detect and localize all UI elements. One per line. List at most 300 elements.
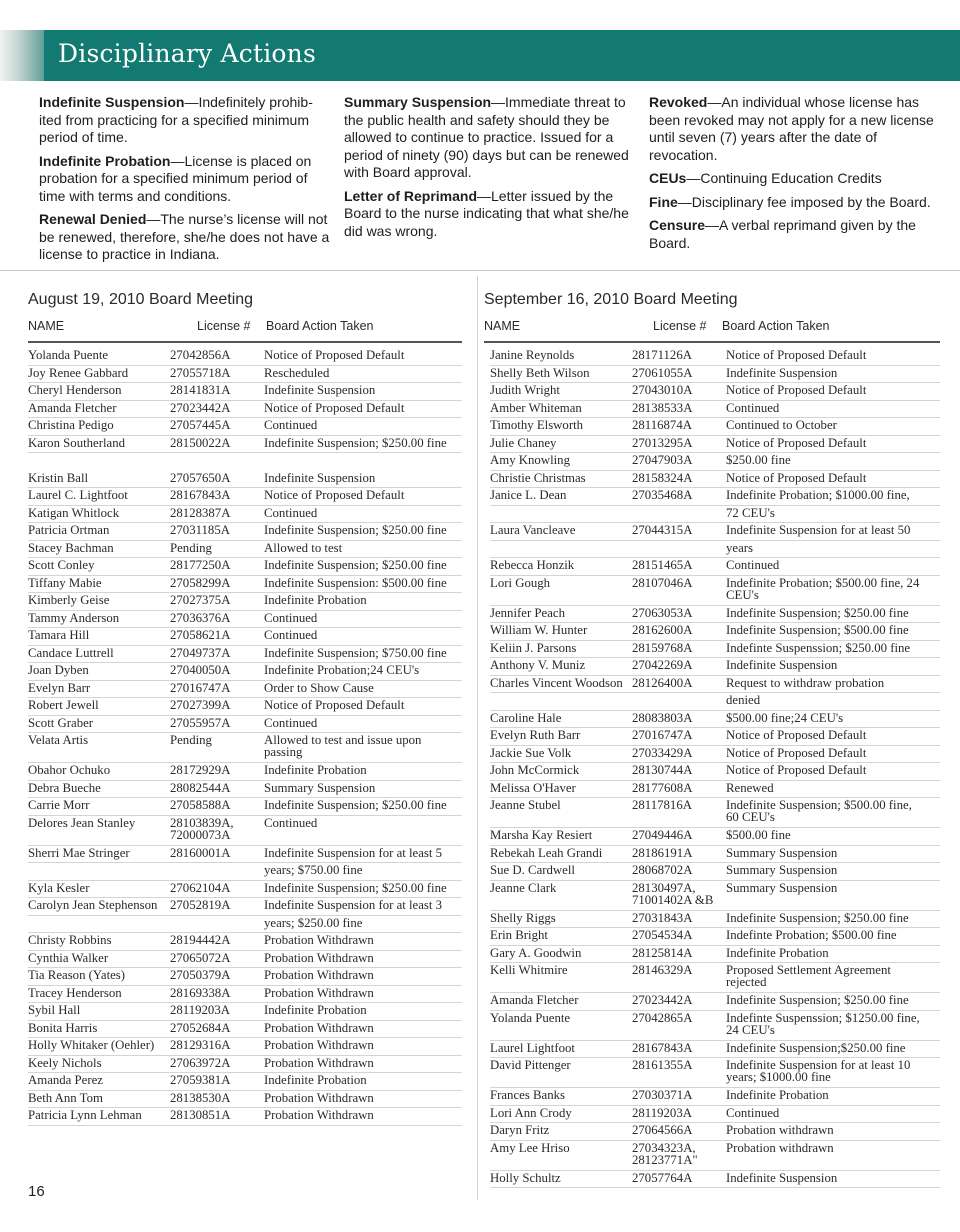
table-row: [28, 401, 462, 419]
row-license: [632, 1012, 692, 1024]
row-action-line: Probation Withdrawn: [264, 1055, 374, 1070]
row-action-line: Probation Withdrawn: [264, 1038, 374, 1052]
definition-text: —The nurse’s license will not be renewed, therefore, she/he does not have a license to practice in Indiana.: [39, 211, 330, 262]
row-action: [726, 1107, 779, 1119]
row-action-line: Proposed Settlement Agreement: [726, 963, 891, 977]
row-action-line: rejected: [726, 975, 767, 989]
row-action-line: Continued: [726, 1105, 780, 1120]
row-license-line: 28177608A: [632, 780, 693, 795]
table-row: [28, 881, 462, 899]
table-row: [28, 366, 462, 384]
row-license-line: 27042856A: [170, 348, 231, 362]
row-action-line: Continued: [264, 628, 318, 642]
definitions-column-3: [649, 94, 934, 258]
row-license: [170, 817, 234, 841]
row-action-line: Continued: [264, 610, 318, 625]
row-name: Carolyn Jean Stephenson: [28, 898, 158, 912]
table-row: [28, 471, 462, 489]
row-license-line: 27052684A: [170, 1020, 231, 1035]
row-action: [726, 542, 753, 554]
row-action: [264, 952, 374, 964]
row-action: [726, 847, 837, 859]
row-license-line: 27042865A: [632, 1010, 693, 1025]
row-action-line: Indefinite Suspension; $250.00 fine: [264, 558, 447, 572]
row-name: Christina Pedigo: [28, 418, 114, 432]
row-license-line: 27035468A: [632, 488, 693, 502]
table-row: [28, 681, 462, 699]
row-license-line: 27057445A: [170, 418, 231, 432]
row-license: [632, 882, 713, 906]
row-name: Sybil Hall: [28, 1003, 81, 1017]
row-name: Janice L. Dean: [490, 488, 567, 502]
row-action-line: Continued: [264, 815, 318, 830]
row-action: [726, 472, 866, 484]
table-row: [490, 946, 940, 964]
row-license-line: 28151465A: [632, 558, 693, 572]
row-name: Joy Renee Gabbard: [28, 365, 129, 380]
table-row: [490, 506, 940, 524]
row-action: [726, 1012, 920, 1036]
row-license-line: 28130497A,: [632, 880, 696, 895]
row-action-line: Notice of Proposed Default: [726, 763, 867, 777]
table-row: [490, 911, 940, 929]
row-action-line: years: [726, 540, 753, 555]
row-license-line: 27016747A: [632, 728, 693, 742]
row-action: [726, 764, 866, 776]
row-name: Gary A. Goodwin: [490, 945, 582, 960]
row-name: Delores Jean Stanley: [28, 815, 136, 830]
definition-entry: [649, 217, 934, 252]
row-license: [170, 524, 230, 536]
row-license: [632, 1172, 692, 1184]
row-action: [726, 912, 909, 924]
row-name: Katigan Whitlock: [28, 505, 120, 520]
row-license-line: 27034323A,: [632, 1140, 696, 1155]
row-action-line: Indefinite Suspension for at least 50: [726, 523, 911, 537]
row-license: [170, 559, 230, 571]
row-license-line: 27059381A: [170, 1073, 231, 1087]
row-license: [170, 594, 230, 606]
row-name: Marsha Kay Resiert: [490, 828, 593, 842]
row-license-line: 27031185A: [170, 523, 230, 537]
row-name: Amber Whiteman: [490, 400, 582, 415]
table-row: [490, 763, 940, 781]
row-action: [264, 559, 447, 571]
row-action-line: Probation Withdrawn: [264, 950, 374, 965]
row-license: [632, 994, 692, 1006]
row-license: [170, 882, 230, 894]
row-license: [632, 929, 692, 941]
row-action-line: Notice of Proposed Default: [726, 348, 867, 362]
row-license: [632, 524, 692, 536]
row-license-line: 27049446A: [632, 828, 693, 842]
row-action-line: Indefinite Suspension: [264, 470, 376, 485]
row-license-line: 28177250A: [170, 558, 231, 572]
row-action-line: Probation Withdrawn: [264, 985, 374, 1000]
table-row: [490, 418, 940, 436]
row-action: [264, 847, 442, 859]
row-action-line: Indefinite Suspension for at least 3: [264, 898, 443, 912]
row-license: [632, 349, 692, 361]
row-name: David Pittenger: [490, 1058, 571, 1072]
row-action-line: $500.00 fine: [726, 828, 791, 842]
row-license: [632, 559, 692, 571]
row-license: [632, 472, 692, 484]
definition-entry: [649, 170, 934, 188]
table-row: [28, 1056, 462, 1074]
row-license-line: 28068702A: [632, 863, 693, 877]
row-license: [170, 1057, 230, 1069]
row-name: Jeanne Clark: [490, 880, 557, 895]
row-name: Keely Nichols: [28, 1055, 102, 1070]
table-row: [28, 1108, 462, 1126]
row-action-line: Probation Withdrawn: [264, 933, 374, 947]
row-name: Evelyn Barr: [28, 680, 91, 695]
row-license-line: 28119203A: [632, 1105, 692, 1120]
definition-term: Indefinite Probation: [39, 152, 171, 169]
row-action: [264, 664, 419, 676]
row-license-line: 28150022A: [170, 435, 231, 450]
row-name: Kyla Kesler: [28, 880, 90, 895]
row-name: Laurel Lightfoot: [490, 1040, 575, 1055]
table-row: [490, 881, 940, 911]
row-action-line: Notice of Proposed Default: [726, 728, 867, 742]
table-row: [28, 383, 462, 401]
definition-entry: [649, 94, 934, 164]
row-license-line: 27057764A: [632, 1170, 693, 1185]
row-action: [264, 717, 317, 729]
row-action: [726, 437, 866, 449]
table-row: [28, 733, 462, 763]
row-name: Karon Southerland: [28, 435, 126, 450]
row-name: Evelyn Ruth Barr: [490, 728, 581, 742]
row-action-line: Order to Show Cause: [264, 680, 374, 695]
row-name: Frances Banks: [490, 1088, 565, 1102]
row-name: Christy Robbins: [28, 933, 112, 947]
row-action-line: 60 CEU's: [726, 810, 775, 824]
column-divider: [477, 276, 478, 1200]
row-license-line: 28116874A: [632, 418, 692, 432]
definitions-divider: [0, 270, 960, 271]
row-license-line: 27055718A: [170, 365, 231, 380]
row-license: [632, 1089, 692, 1101]
definition-text: —License is placed on probation for a specified minimum period of time with terms and conditions.: [39, 152, 312, 204]
row-action: [726, 349, 866, 361]
row-license-line: 28129316A: [170, 1038, 231, 1052]
table-row: [28, 698, 462, 716]
meeting-title-august: August 19, 2010 Board Meeting: [28, 291, 254, 308]
table-row: [28, 781, 462, 799]
definition-entry: [39, 211, 331, 264]
row-license: [632, 729, 692, 741]
row-name: Jennifer Peach: [490, 605, 565, 620]
table-row: [490, 471, 940, 489]
row-action: [726, 1042, 906, 1054]
table-row: [28, 863, 462, 881]
row-name: Cynthia Walker: [28, 950, 109, 965]
definition-text: —A verbal reprimand given by the Board.: [649, 217, 916, 251]
row-action: [726, 1172, 837, 1184]
row-action-line: Indefinite Probation: [264, 593, 367, 607]
col-header-name: NAME: [484, 319, 521, 333]
row-license: [632, 1107, 692, 1119]
row-name: Shelly Beth Wilson: [490, 365, 590, 380]
definition-entry: [649, 194, 934, 212]
table-row: [28, 593, 462, 611]
row-action-line: Indefinite Probation; $1000.00 fine,: [726, 488, 910, 502]
row-license: [632, 1059, 692, 1071]
row-action: [264, 1092, 374, 1104]
row-name: Bonita Harris: [28, 1020, 98, 1035]
table-row: [490, 728, 940, 746]
row-license-line: 27023442A: [170, 400, 231, 415]
row-name: Janine Reynolds: [490, 348, 575, 362]
row-action-line: Notice of Proposed Default: [726, 745, 867, 760]
definition-term: Fine: [649, 193, 678, 210]
row-name: William W. Hunter: [490, 623, 588, 637]
row-action: [726, 402, 779, 414]
table-row: [28, 986, 462, 1004]
row-action: [264, 782, 375, 794]
row-license-line: 28172929A: [170, 763, 231, 777]
row-action-line: 72 CEU's: [726, 505, 775, 520]
row-license-line: 27062104A: [170, 880, 231, 895]
row-action-line: Indefinite Probation: [726, 945, 829, 960]
row-action: [726, 489, 910, 501]
row-action: [264, 577, 447, 589]
row-action: [264, 1074, 367, 1086]
row-action-line: Indefinite Suspension; $500.00 fine: [726, 623, 909, 637]
row-action: [726, 624, 909, 636]
row-license-line: 27063972A: [170, 1055, 231, 1070]
row-license: [170, 1092, 230, 1104]
row-action: [726, 577, 919, 601]
table-row: [490, 1058, 940, 1088]
row-name: Rebecca Honzik: [490, 558, 575, 572]
row-name: Candace Luttrell: [28, 645, 114, 660]
row-action-line: Notice of Proposed Default: [264, 488, 405, 502]
row-license-line: 28171126A: [632, 348, 692, 362]
table-row: [490, 711, 940, 729]
row-license-line: Pending: [170, 733, 212, 747]
table-row: [28, 506, 462, 524]
row-license: [632, 437, 692, 449]
row-action: [264, 1109, 374, 1121]
row-license: [170, 402, 230, 414]
row-license-line: 28083803A: [632, 710, 693, 725]
definition-term: CEUs: [649, 170, 687, 186]
row-license-line: 27042269A: [632, 658, 693, 672]
row-name: Amy Lee Hriso: [490, 1140, 570, 1155]
row-name: Holly Schultz: [490, 1170, 561, 1185]
row-action: [264, 934, 374, 946]
row-action-line: Summary Suspension: [726, 845, 838, 860]
header-rule: [28, 341, 462, 343]
row-license: [170, 507, 230, 519]
row-action-line: Continued: [264, 418, 318, 432]
row-license-line: 27040050A: [170, 663, 231, 677]
row-action: [726, 1142, 834, 1154]
row-action: [726, 747, 866, 759]
row-name: Kelli Whitmire: [490, 963, 568, 977]
row-action: [264, 1022, 374, 1034]
table-row: [28, 1003, 462, 1021]
row-name: Velata Artis: [28, 733, 89, 747]
row-license-line: 27058299A: [170, 575, 231, 590]
row-license: [632, 864, 692, 876]
row-license: [632, 829, 692, 841]
row-license: [170, 969, 230, 981]
row-name: Amanda Fletcher: [28, 400, 117, 415]
table-row: [28, 846, 462, 864]
row-action: [264, 799, 447, 811]
row-action: [264, 864, 362, 876]
row-license-line: 28160001A: [170, 845, 231, 860]
row-license-line: 28125814A: [632, 945, 693, 960]
page-header: [0, 30, 960, 81]
table-row: [28, 558, 462, 576]
row-action-line: $500.00 fine;24 CEU's: [726, 710, 844, 725]
row-license: [170, 437, 230, 449]
row-action: [264, 699, 404, 711]
row-license-line: 27030371A: [632, 1088, 693, 1102]
row-action: [264, 612, 317, 624]
meeting-title-september: September 16, 2010 Board Meeting: [484, 291, 738, 308]
row-license: [632, 402, 692, 414]
row-action-line: Indefinite Suspension; $250.00 fine: [264, 435, 447, 450]
row-license-line: 27043010A: [632, 383, 693, 397]
row-license: [632, 964, 692, 976]
row-license: [632, 847, 692, 859]
row-name: Laurel C. Lightfoot: [28, 488, 128, 502]
row-license: [632, 747, 692, 759]
row-license-line: 27027399A: [170, 698, 231, 712]
row-action: [726, 712, 843, 724]
table-row: [490, 828, 940, 846]
row-name: Patricia Ortman: [28, 523, 110, 537]
row-action: [264, 542, 342, 554]
row-license: [632, 607, 692, 619]
row-name: Jackie Sue Volk: [490, 745, 572, 760]
row-license-line: 28159768A: [632, 640, 693, 655]
table-row: [28, 488, 462, 506]
row-action-line: Indefinte Probation; $500.00 fine: [726, 928, 897, 942]
row-action-line: Probation Withdrawn: [264, 1090, 374, 1105]
row-action: [726, 384, 866, 396]
row-action: [726, 829, 791, 841]
row-action: [264, 917, 362, 929]
row-action-line: Probation Withdrawn: [264, 1020, 374, 1035]
row-license: [170, 384, 230, 396]
row-action: [726, 864, 837, 876]
row-license-line: 28169338A: [170, 985, 231, 1000]
row-license-line: 27058588A: [170, 798, 231, 812]
row-action: [264, 969, 374, 981]
row-action: [726, 607, 909, 619]
table-row: [490, 1171, 940, 1189]
table-row: [28, 1091, 462, 1109]
table-row: [490, 798, 940, 828]
row-name: Anthony V. Muniz: [490, 658, 586, 672]
row-action-line: 24 CEU's: [726, 1022, 775, 1037]
row-license: [632, 642, 692, 654]
table-row: [490, 606, 940, 624]
row-license-line: 27055957A: [170, 715, 231, 730]
row-action-line: Notice of Proposed Default: [726, 470, 867, 485]
row-action-line: passing: [264, 745, 303, 759]
row-license-line: 28103839A,: [170, 815, 234, 830]
row-license: [632, 799, 692, 811]
row-license-line: 28130851A: [170, 1108, 231, 1122]
row-action: [726, 659, 837, 671]
row-license-line: 28141831A: [170, 383, 231, 397]
row-name: Judith Wright: [490, 383, 560, 397]
table-row: [490, 348, 940, 366]
table-row: [28, 576, 462, 594]
row-action: [264, 647, 447, 659]
table-row: [490, 963, 940, 993]
row-action: [726, 367, 837, 379]
definition-term: Summary Suspension: [344, 94, 492, 110]
row-action-line: $250.00 fine: [726, 453, 791, 467]
row-action: [264, 629, 317, 641]
row-license: [632, 912, 692, 924]
table-row: [490, 928, 940, 946]
row-action-line: Indefinite Probation: [726, 1088, 829, 1102]
row-action-line: Indefinite Suspension: [726, 365, 838, 380]
row-name: Laura Vancleave: [490, 523, 576, 537]
row-name: Tammy Anderson: [28, 610, 120, 625]
row-license-line: 28186191A: [632, 845, 693, 860]
row-action-line: Indefinte Suspenssion; $250.00 fine: [726, 640, 911, 655]
row-name: Daryn Fritz: [490, 1123, 550, 1137]
row-name: John McCormick: [490, 763, 580, 777]
row-action-line: Indefinite Suspension; $250.00 fine: [726, 993, 909, 1007]
col-header-name: NAME: [28, 319, 65, 333]
definition-entry: [39, 153, 331, 206]
row-license-line: 28194442A: [170, 933, 231, 947]
row-action: [264, 349, 404, 361]
row-action-line: Indefinite Suspension; $750.00 fine: [264, 645, 447, 660]
row-name: Amanda Perez: [28, 1073, 103, 1087]
row-license: [632, 577, 692, 589]
table-row: [490, 846, 940, 864]
row-name: Kimberly Geise: [28, 593, 110, 607]
row-license-line: 27031843A: [632, 910, 693, 925]
table-row: [490, 576, 940, 606]
row-license-line: 28158324A: [632, 470, 693, 485]
row-action: [726, 929, 897, 941]
table-row: [490, 558, 940, 576]
row-action-line: Indefinite Suspension; $500.00 fine,: [726, 798, 912, 812]
row-name: Yolanda Puente: [490, 1010, 571, 1025]
row-license-line: 28161355A: [632, 1058, 693, 1072]
row-name: Amy Knowling: [490, 453, 570, 467]
row-license: [170, 647, 230, 659]
definition-text: —An individual whose license has been revoked may not apply for a new license until seven (7) years after the date of revocation.: [649, 94, 934, 163]
table-row: [28, 968, 462, 986]
row-action-line: years; $1000.00 fine: [726, 1070, 831, 1084]
row-action-line: Notice of Proposed Default: [264, 698, 405, 712]
row-action-line: CEU's: [726, 587, 759, 602]
table-row: [490, 658, 940, 676]
row-license-line: 28082544A: [170, 780, 231, 795]
row-action-line: Probation Withdrawn: [264, 968, 374, 982]
row-name: Tracey Henderson: [28, 985, 122, 1000]
row-license-line: 27013295A: [632, 435, 693, 450]
row-action-line: Indefinite Probation;24 CEU's: [264, 663, 420, 677]
definition-text: —Disciplinary fee imposed by the Board.: [677, 193, 931, 210]
